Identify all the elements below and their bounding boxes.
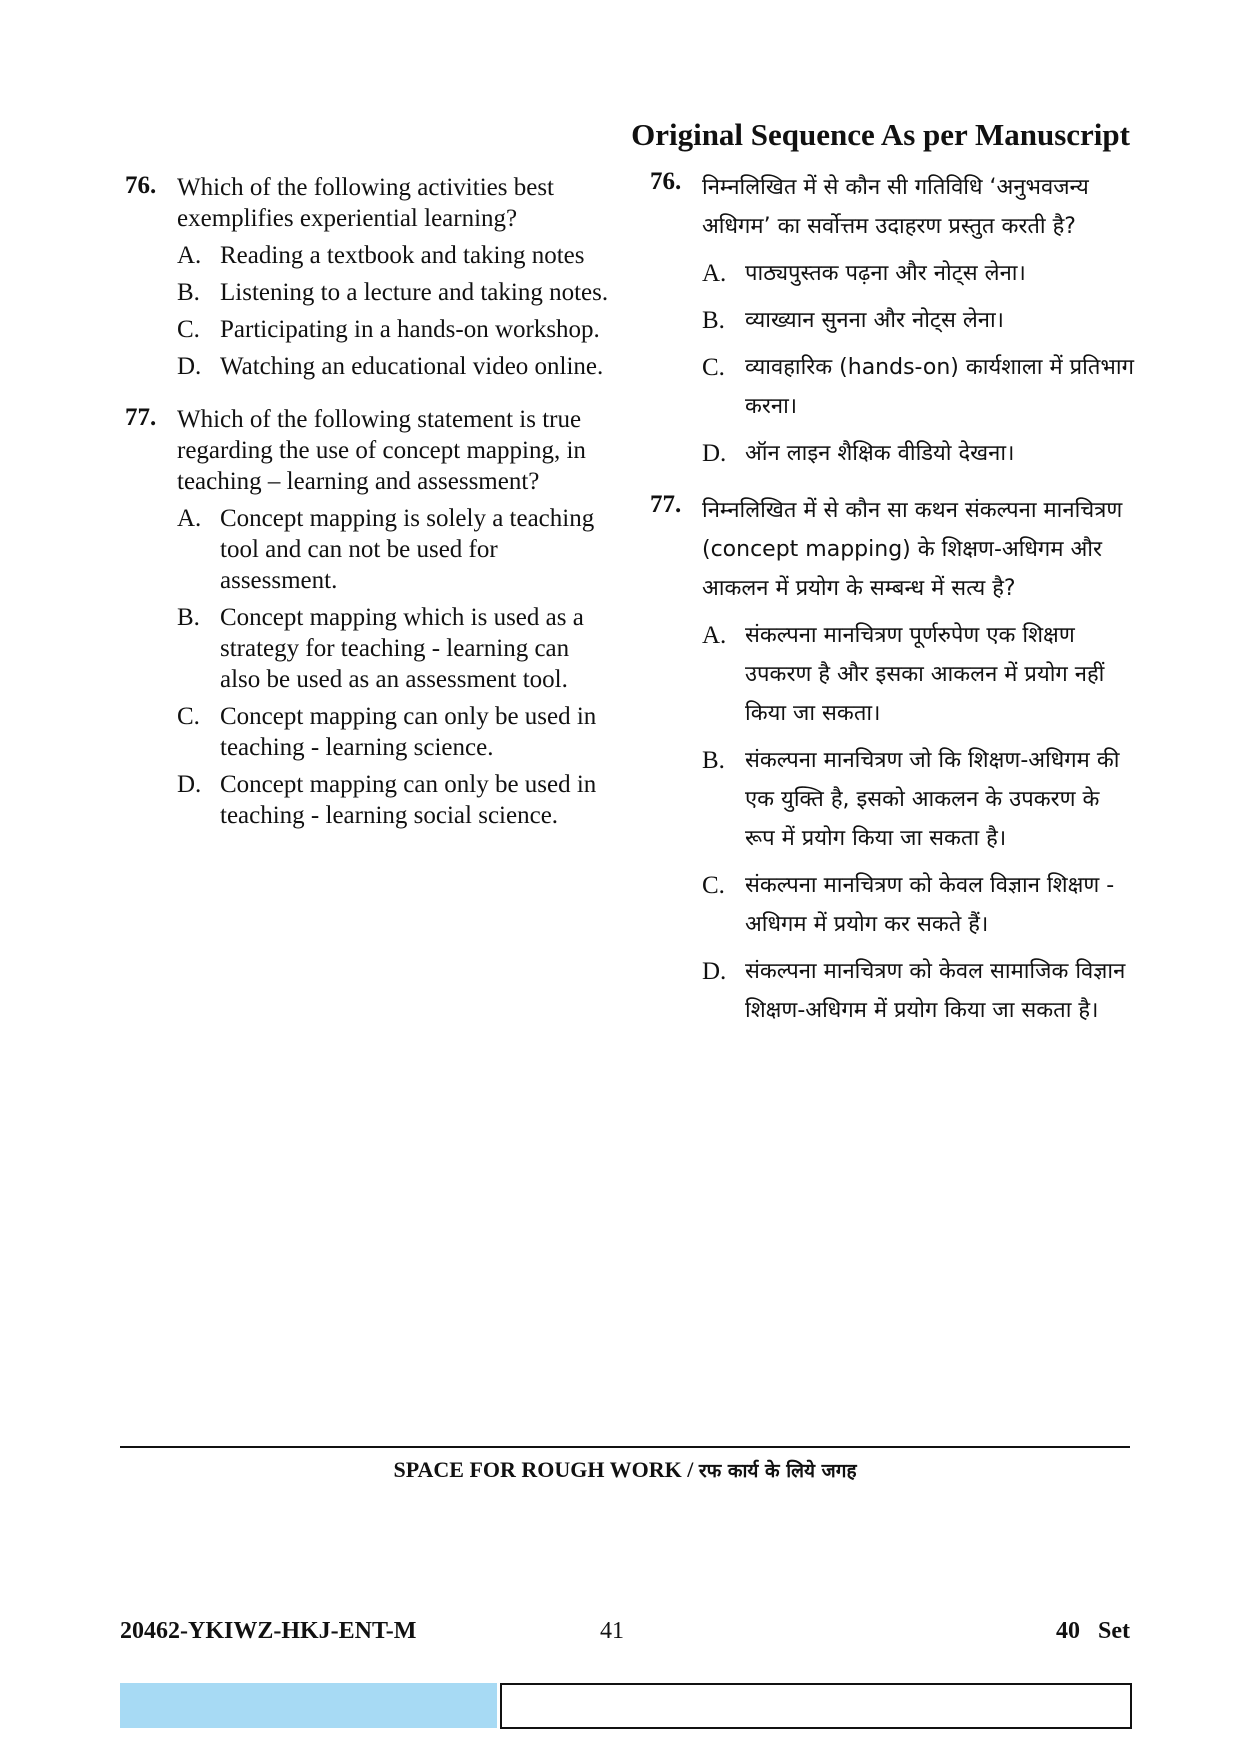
option-c: [702, 348, 1135, 426]
page-number: 41: [600, 1618, 624, 1644]
option-a: [702, 616, 1135, 733]
option-letter: D.: [702, 440, 727, 467]
option-text: Concept mapping can only be used in teaching - learning social science.: [220, 771, 597, 829]
option-letter: C.: [702, 872, 725, 899]
option-text: Listening to a lecture and taking notes.: [220, 279, 609, 306]
option-text: व्यावहारिक (hands-on) कार्यशाला में प्रतिभाग करना।: [745, 355, 1134, 419]
option-a: [177, 240, 610, 271]
option-text: Watching an educational video online.: [220, 353, 604, 380]
rough-work-label-hi: रफ कार्य के लिये जगह: [698, 1460, 857, 1482]
option-c: [177, 314, 610, 345]
option-letter: A.: [702, 260, 727, 287]
question-77-en: [125, 404, 610, 831]
option-a: [702, 254, 1135, 293]
question-text: निम्नलिखित में से कौन सी गतिविधि ‘अनुभवजन्य अधिगम’ का सर्वोत्तम उदाहरण प्रस्तुत करती है?: [702, 175, 1089, 239]
option-d: [702, 434, 1135, 473]
option-letter: C.: [702, 354, 725, 381]
option-d: [177, 769, 610, 831]
hindi-column: [650, 168, 1135, 1052]
question-number: 76.: [125, 172, 157, 199]
option-text: पाठ्यपुस्तक पढ़ना और नोट्स लेना।: [745, 261, 1026, 286]
option-d: [177, 351, 610, 382]
question-text: Which of the following statement is true regarding the use of concept mapping, in teaching – learning and assessment?: [177, 406, 586, 495]
option-b: [177, 277, 610, 308]
option-b: [702, 301, 1135, 340]
booklet-code: 20462-YKIWZ-HKJ-ENT-M: [120, 1618, 417, 1644]
option-text: संकल्पना मानचित्रण को केवल विज्ञान शिक्षण - अधिगम में प्रयोग कर सकते हैं।: [745, 873, 1115, 937]
option-text: व्याख्यान सुनना और नोट्स लेना।: [745, 308, 1005, 333]
page-header: Original Sequence As per Manuscript: [631, 117, 1130, 152]
option-text: Participating in a hands-on workshop.: [220, 316, 600, 343]
option-b: [177, 602, 610, 695]
option-d: [702, 952, 1135, 1030]
option-text: Concept mapping which is used as a strategy for teaching - learning can also be used as an assessment tool.: [220, 604, 584, 693]
rough-work-label-en: SPACE FOR ROUGH WORK /: [393, 1457, 699, 1482]
option-text: संकल्पना मानचित्रण जो कि शिक्षण-अधिगम की एक युक्ति है, इसको आकलन के उपकरण के रूप में प्रयोग किया जा सकता है।: [745, 748, 1120, 851]
question-number: 76.: [650, 168, 682, 195]
option-c: [177, 701, 610, 763]
option-letter: B.: [702, 307, 725, 334]
option-letter: C.: [177, 703, 200, 730]
footer-empty-box: [500, 1683, 1132, 1729]
question-text: निम्नलिखित में से कौन सा कथन संकल्पना मानचित्रण (concept mapping) के शिक्षण-अधिगम और आकलन में प्रयोग के सम्बन्ध में सत्य है?: [702, 498, 1123, 601]
option-a: [177, 503, 610, 596]
option-c: [702, 866, 1135, 944]
option-letter: D.: [177, 771, 202, 798]
option-letter: A.: [702, 622, 727, 649]
footer-color-bar: [120, 1683, 497, 1728]
option-letter: D.: [177, 353, 202, 380]
option-letter: B.: [702, 747, 725, 774]
option-letter: A.: [177, 242, 202, 269]
rough-work-divider: [120, 1446, 1130, 1448]
option-text: संकल्पना मानचित्रण को केवल सामाजिक विज्ञान शिक्षण-अधिगम में प्रयोग किया जा सकता है।: [745, 959, 1126, 1023]
option-letter: A.: [177, 505, 202, 532]
option-text: Concept mapping can only be used in teaching - learning science.: [220, 703, 597, 761]
option-text: संकल्पना मानचित्रण पूर्णरुपेण एक शिक्षण उपकरण है और इसका आकलन में प्रयोग नहीं किया जा सकता।: [745, 623, 1105, 726]
question-77-hi: [650, 491, 1135, 1030]
set-label: 40 Set: [1056, 1618, 1130, 1644]
rough-work-label: [120, 1457, 1130, 1483]
option-letter: C.: [177, 316, 200, 343]
option-text: Concept mapping is solely a teaching tool and can not be used for assessment.: [220, 505, 595, 594]
option-b: [702, 741, 1135, 858]
option-letter: D.: [702, 958, 727, 985]
option-text: ऑन लाइन शैक्षिक वीडियो देखना।: [745, 441, 1015, 466]
question-number: 77.: [125, 404, 157, 431]
question-76-en: [125, 172, 610, 382]
option-letter: B.: [177, 604, 200, 631]
option-text: Reading a textbook and taking notes: [220, 242, 585, 269]
question-text: Which of the following activities best exemplifies experiential learning?: [177, 174, 554, 232]
question-number: 77.: [650, 491, 682, 518]
english-column: [125, 172, 610, 853]
option-letter: B.: [177, 279, 200, 306]
question-76-hi: [650, 168, 1135, 473]
